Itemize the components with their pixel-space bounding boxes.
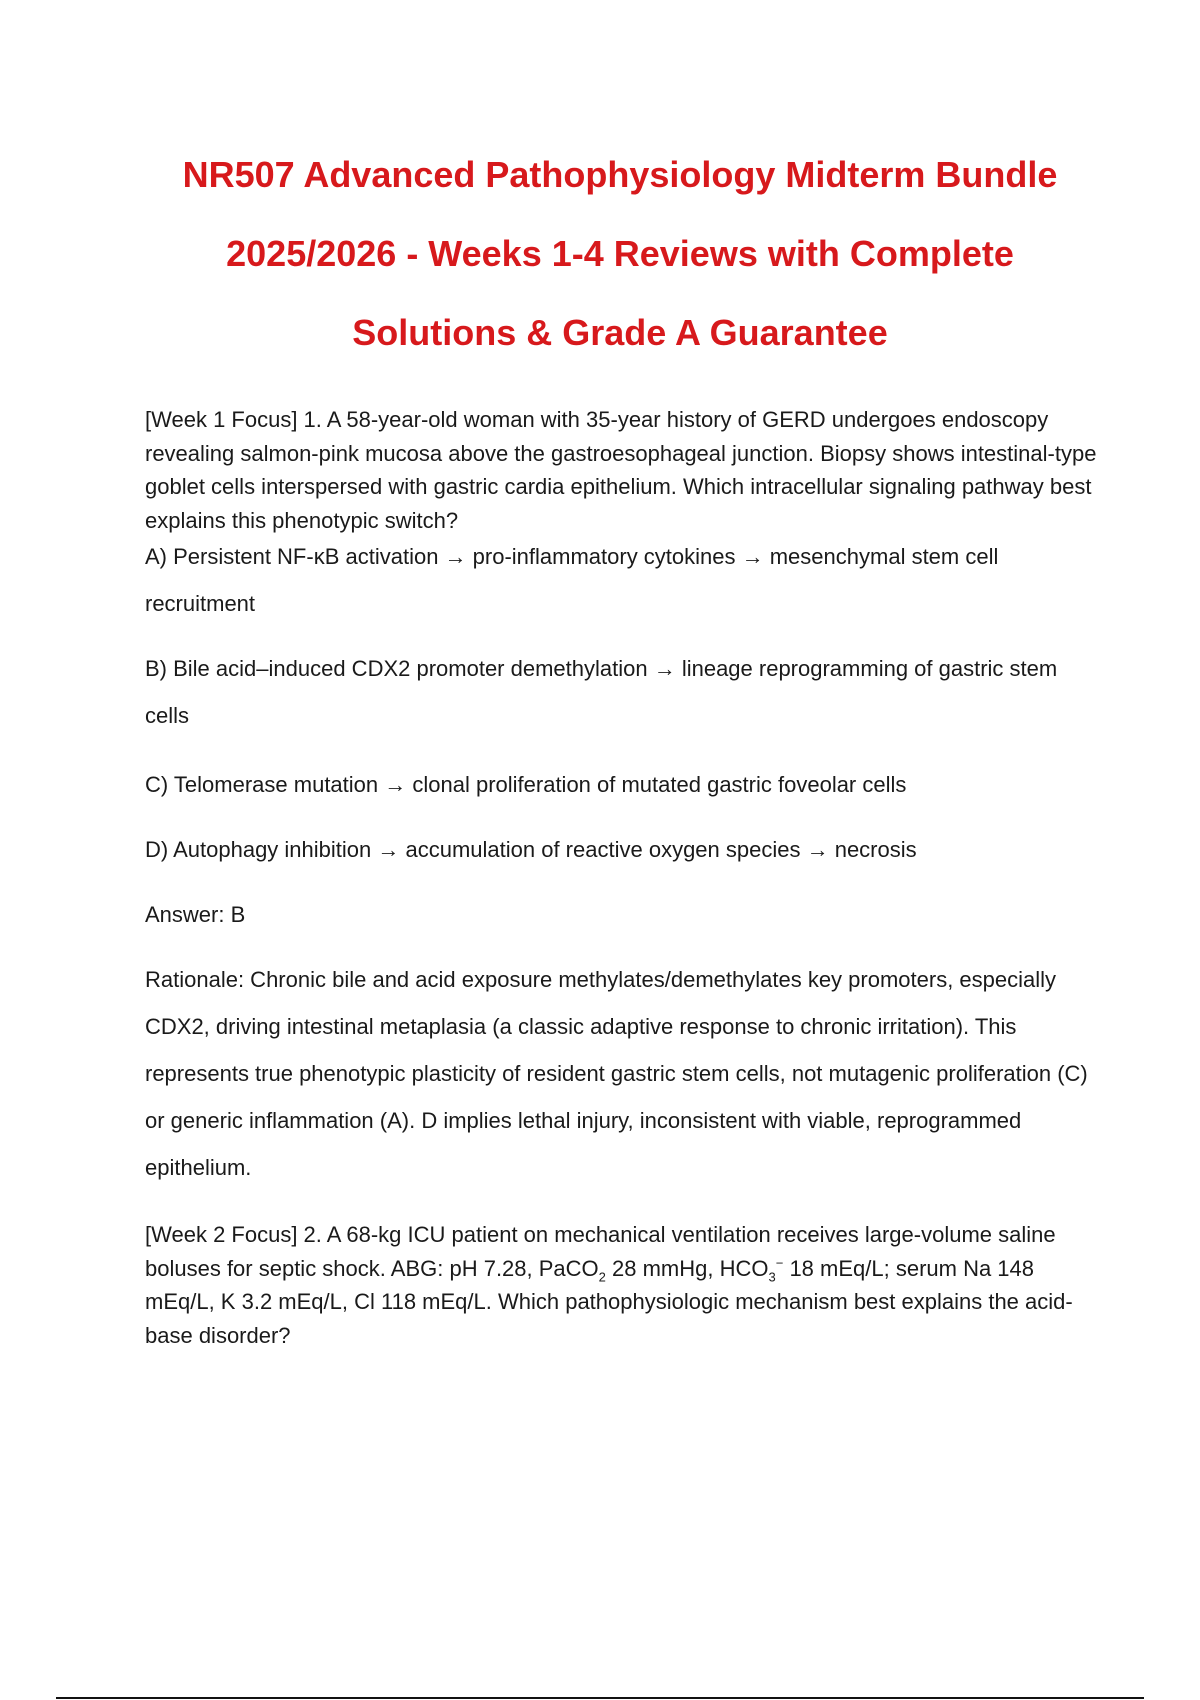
document-body [145, 403, 1105, 1352]
title-line-2: 2025/2026 - Weeks 1-4 Reviews with Complete [226, 233, 1014, 274]
document-title [100, 135, 1140, 372]
question-1-option-d: D) Autophagy inhibition → accumulation of reactive oxygen species → necrosis [145, 837, 917, 862]
question-1-answer: Answer: B [145, 902, 246, 927]
page-bottom-rule [56, 1697, 1144, 1699]
question-2-stem-part-1: [Week 2 Focus] 2. A 68-kg ICU patient on mechanical ventilation receives large-volume saline boluses for septic shock. ABG: pH 7.28, PaCO [145, 1222, 1056, 1281]
question-1-rationale: Rationale: Chronic bile and acid exposure methylates/demethylates key promoters, especially CDX2, driving intestinal metaplasia (a classic adaptive response to chronic irritation). This represents true phenotypic plasticity of resident gastric stem cells, not mutagenic proliferation (C) or generic inflammation (A). D implies lethal injury, inconsistent with viable, reprogrammed epithelium. [145, 967, 1088, 1180]
question-2-stem [145, 1218, 1105, 1352]
question-1-stem: [Week 1 Focus] 1. A 58-year-old woman with 35-year history of GERD undergoes endoscopy revealing salmon-pink mucosa above the gastroesophageal junction. Biopsy shows intestinal-type goblet cells interspersed with gastric cardia epithelium. Which intracellular signaling pathway best explains this phenotypic switch? [145, 407, 1097, 533]
subscript-3: 3 [768, 1268, 776, 1284]
question-2-stem-part-3: 18 mEq/L; serum Na 148 mEq/L, K 3.2 mEq/L, Cl 118 mEq/L. Which pathophysiologic mechanism best explains the acid-base disorder? [145, 1255, 1073, 1348]
question-1-option-c: C) Telomerase mutation → clonal proliferation of mutated gastric foveolar cells [145, 772, 907, 797]
question-1-option-b: B) Bile acid–induced CDX2 promoter demethylation → lineage reprogramming of gastric stem cells [145, 656, 1058, 728]
subscript-2: 2 [598, 1268, 606, 1284]
title-line-1: NR507 Advanced Pathophysiology Midterm Bundle [182, 154, 1058, 195]
question-1-option-a: A) Persistent NF-κB activation → pro-inflammatory cytokines → mesenchymal stem cell recruitment [145, 544, 999, 616]
title-line-3: Solutions & Grade A Guarantee [352, 312, 888, 353]
superscript-minus: − [775, 1255, 784, 1271]
question-2-stem-part-2: 28 mmHg, HCO [605, 1255, 769, 1281]
